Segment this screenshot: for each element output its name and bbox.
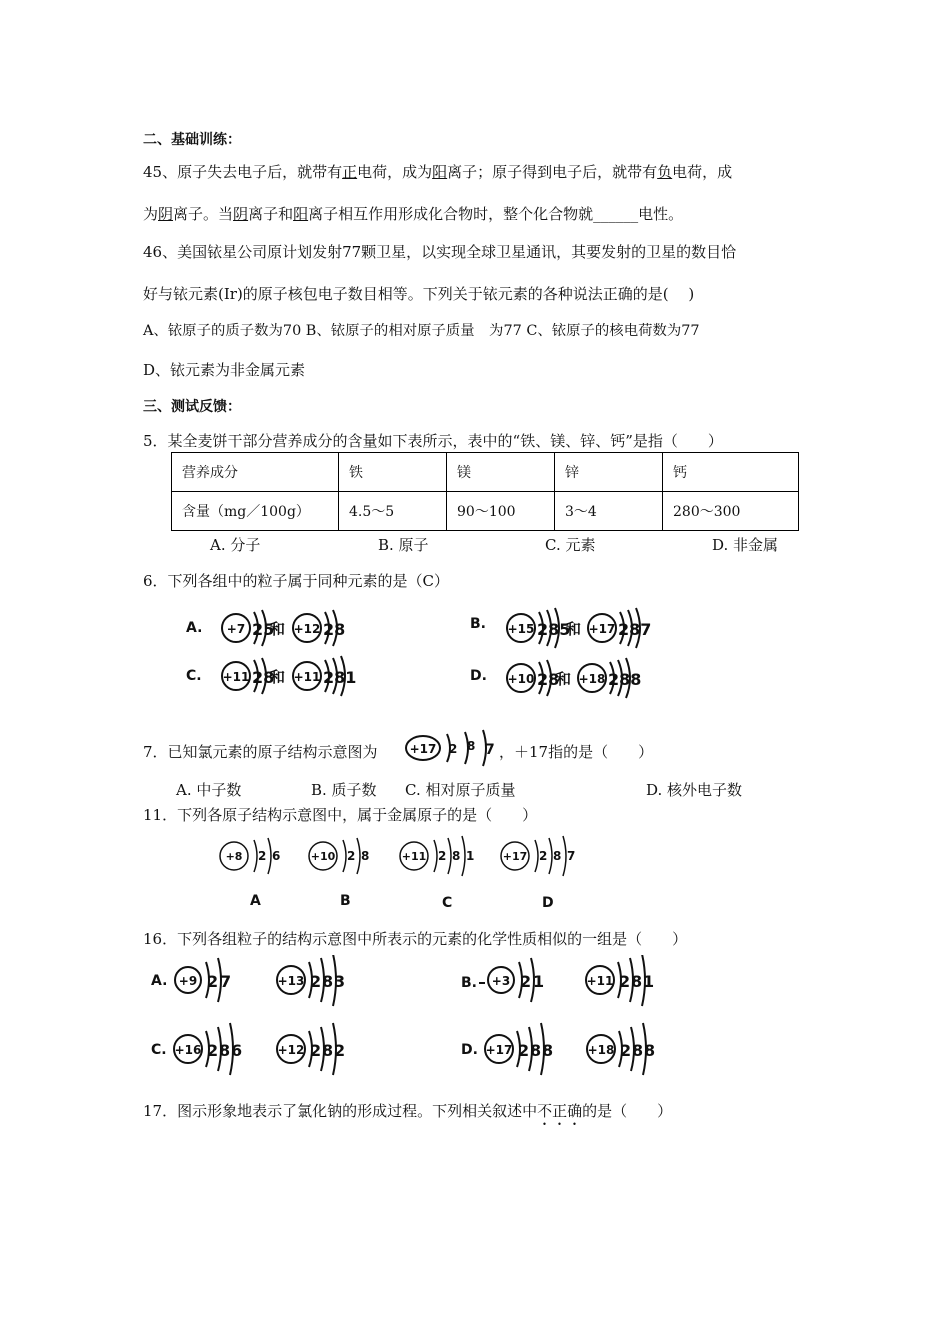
shell-electrons: 2 — [518, 1041, 530, 1060]
shell-electrons: 1 — [533, 972, 545, 991]
and-text: 和 — [270, 668, 286, 686]
nucleus-charge: +11 — [222, 670, 250, 684]
shell-electrons: 7 — [485, 742, 495, 758]
shell-electrons: 6 — [272, 849, 281, 863]
nucleus-charge: +10 — [310, 850, 336, 863]
shell-electrons: 8 — [530, 1041, 542, 1060]
atom-diagram — [400, 836, 474, 876]
atom-diagram — [485, 1023, 553, 1075]
q7-option-a: A. 中子数 — [176, 781, 242, 799]
q45-underlined-word: 阴 — [233, 205, 249, 223]
nucleus-charge: +16 — [174, 1043, 202, 1057]
q16-option-label: B. — [461, 975, 477, 991]
and-text: 和 — [270, 620, 286, 638]
table-row — [172, 492, 799, 531]
nucleus-charge: +17 — [502, 850, 528, 863]
q45-text: 离子和 — [248, 205, 294, 223]
question-5-stem: 5．某全麦饼干部分营养成分的含量如下表所示，表中的“铁、镁、锌、钙”是指（ ） — [143, 432, 723, 450]
nucleus-charge: +8 — [225, 850, 243, 863]
nucleus-charge: +10 — [507, 672, 535, 686]
q16-atom-diagrams — [145, 955, 705, 1090]
atom-diagram — [174, 1023, 242, 1075]
shell-electrons: 7 — [220, 972, 232, 991]
q5-option-d: D. 非金属 — [712, 536, 779, 554]
chlorine-atom-diagram — [403, 726, 499, 772]
shell-electrons: 2 — [207, 972, 219, 991]
nucleus-charge: +7 — [226, 622, 246, 636]
shell-electrons: 1 — [466, 849, 475, 863]
shell-electrons: 8 — [452, 849, 461, 863]
shell-electrons: 2 — [310, 1041, 322, 1060]
shell-electrons: 8 — [322, 972, 334, 991]
question-46-line-2: 好与铱元素(Ir)的原子核包电子数目相等。下列关于铱元素的各种说法正确的是( ) — [143, 285, 695, 303]
nucleus-charge: +18 — [578, 672, 606, 686]
atom-diagram — [293, 656, 356, 696]
q45-text: 离子。当 — [173, 205, 234, 223]
q5-option-c: C. 元素 — [545, 536, 596, 554]
shell-electrons: 8 — [467, 739, 476, 753]
q45-underlined-word: 负 — [657, 163, 673, 181]
q45-text: 电荷，成 — [672, 163, 733, 181]
question-46-line-1: 46、美国铱星公司原计划发射77颗卫星，以实现全球卫星通讯，其要发射的卫星的数目恰 — [143, 243, 737, 261]
table-header-cell: 镁 — [447, 453, 555, 492]
atom-diagram — [277, 1023, 345, 1075]
shell-electrons: 1 — [643, 972, 655, 991]
shell-electrons: 8 — [361, 849, 370, 863]
shell-electrons: 2 — [258, 849, 267, 863]
q45-text: 为 — [143, 205, 159, 223]
section-heading-basic-training: 二、基础训练： — [143, 132, 241, 148]
atom-diagram — [488, 958, 544, 1002]
q6-option-label: B. — [470, 616, 486, 632]
q45-underlined-word: 阳 — [432, 163, 448, 181]
question-7-stem-b: ，＋17指的是（ ） — [499, 743, 654, 761]
atom-diagram — [507, 660, 559, 696]
table-header-cell: 营养成分 — [172, 453, 339, 492]
atom-diagram — [578, 658, 641, 698]
q17-emphasized-word: 不正确 — [537, 1102, 583, 1120]
q7-option-c: C. 相对原子质量 — [405, 781, 516, 799]
q5-option-a: A. 分子 — [210, 536, 261, 554]
shell-electrons: 8 — [632, 1041, 644, 1060]
atom-label: D — [542, 895, 554, 911]
atom-diagram — [175, 958, 231, 1002]
atom-diagram — [501, 836, 575, 876]
question-6-stem: 6．下列各组中的粒子属于同种元素的是（C） — [143, 572, 450, 590]
q45-underlined-word: 阴 — [158, 205, 174, 223]
q45-underlined-word: 阳 — [293, 205, 309, 223]
q7-option-b: B. 质子数 — [311, 781, 377, 799]
shell-electrons: 25 — [252, 620, 275, 639]
question-11-stem: 11．下列各原子结构示意图中，属于金属原子的是（ ） — [143, 806, 538, 824]
nucleus-charge: +12 — [277, 1043, 305, 1057]
shell-electrons: 2 — [207, 1041, 219, 1060]
q17-text: 17．图示形象地表示了氯化钠的形成过程。下列相关叙述中 — [143, 1102, 538, 1120]
question-45-line-1 — [143, 161, 732, 182]
shell-electrons: 28 — [252, 668, 275, 687]
q45-text: 离子相互作用形成化合物时，整个化合物就______电性。 — [308, 205, 684, 223]
shell-electrons: 8 — [644, 1041, 656, 1060]
q45-text: 离子；原子得到电子后，就带有 — [447, 163, 658, 181]
shell-electrons: 287 — [618, 620, 652, 639]
nucleus-charge: +17 — [409, 742, 437, 756]
nucleus-charge: +9 — [178, 974, 198, 988]
shell-electrons: 7 — [567, 849, 576, 863]
shell-electrons: 6 — [231, 1041, 243, 1060]
and-text: 和 — [566, 620, 582, 638]
q16-option-label: C. — [151, 1042, 167, 1058]
nucleus-charge: +13 — [277, 974, 305, 988]
q7-option-d: D. 核外电子数 — [646, 781, 743, 799]
atom-diagram — [220, 838, 280, 874]
atom-diagram — [587, 1023, 655, 1075]
section-heading-test-feedback: 三、测试反馈： — [143, 399, 241, 415]
table-row — [172, 453, 799, 492]
nucleus-charge: +12 — [293, 622, 321, 636]
shell-electrons: 28 — [537, 670, 560, 689]
nucleus-charge: +11 — [401, 850, 427, 863]
shell-electrons: 281 — [323, 668, 357, 687]
atom-diagram — [507, 608, 570, 648]
atom-diagram — [222, 658, 274, 694]
nutrition-table — [171, 452, 799, 531]
atom-diagram — [277, 955, 345, 1006]
nucleus-charge: +15 — [507, 622, 535, 636]
and-text: 和 — [556, 670, 572, 688]
q6-option-label: D. — [470, 668, 487, 684]
shell-electrons: 2 — [334, 1041, 346, 1060]
shell-electrons: 288 — [608, 670, 642, 689]
shell-electrons: 8 — [542, 1041, 554, 1060]
nucleus-charge: +18 — [587, 1043, 615, 1057]
atom-diagram — [293, 610, 345, 646]
shell-electrons: 2 — [539, 849, 548, 863]
q16-option-label: D. — [461, 1042, 478, 1058]
question-45-line-2 — [143, 203, 683, 224]
shell-electrons: 2 — [619, 972, 631, 991]
q11-atom-diagrams — [212, 826, 592, 916]
q45-text: 电荷，成为 — [357, 163, 433, 181]
table-header-cell: 铁 — [339, 453, 447, 492]
nucleus-charge: +11 — [293, 670, 321, 684]
q6-option-label: C. — [186, 668, 202, 684]
question-7-stem-a: 7．已知氯元素的原子结构示意图为 — [143, 743, 378, 761]
atom-diagram — [588, 608, 651, 648]
atom-label: C — [442, 895, 453, 911]
table-cell: 4.5～5 — [339, 492, 447, 531]
atom-diagram — [586, 955, 654, 1006]
nucleus-charge: +17 — [485, 1043, 513, 1057]
nucleus-charge: +3 — [491, 974, 511, 988]
shell-electrons: 2 — [438, 849, 447, 863]
shell-electrons: 28 — [323, 620, 346, 639]
q45-text: 45、原子失去电子后，就带有 — [143, 163, 343, 181]
shell-electrons: 8 — [553, 849, 562, 863]
table-cell: 3～4 — [555, 492, 663, 531]
table-cell: 90～100 — [447, 492, 555, 531]
shell-electrons: 8 — [631, 972, 643, 991]
shell-electrons: 2 — [347, 849, 356, 863]
atom-label: B — [340, 893, 351, 909]
shell-electrons: 8 — [219, 1041, 231, 1060]
question-46-option-d: D、铱元素为非金属元素 — [143, 361, 306, 379]
shell-electrons: 285 — [537, 620, 571, 639]
q6-option-label: A. — [186, 620, 203, 636]
table-header-cell: 钙 — [663, 453, 799, 492]
q5-option-b: B. 原子 — [378, 536, 429, 554]
nucleus-charge: +11 — [586, 974, 614, 988]
atom-diagram — [309, 838, 369, 874]
q45-underlined-word: 正 — [342, 163, 358, 181]
shell-electrons: 2 — [449, 742, 458, 756]
question-16-stem: 16．下列各组粒子的结构示意图中所表示的元素的化学性质相似的一组是（ ） — [143, 930, 688, 948]
shell-electrons: 2 — [620, 1041, 632, 1060]
shell-electrons: 2 — [310, 972, 322, 991]
q6-atom-diagrams — [180, 600, 660, 700]
q16-option-label: A. — [151, 973, 168, 989]
table-cell: 280～300 — [663, 492, 799, 531]
shell-electrons: 8 — [322, 1041, 334, 1060]
q17-text: 的是（ ） — [582, 1102, 673, 1120]
shell-electrons: 2 — [520, 972, 532, 991]
question-46-options-abc: A、铱原子的质子数为70 B、铱原子的相对原子质量 为77 C、铱原子的核电荷数为77 — [143, 323, 700, 339]
table-header-cell: 锌 — [555, 453, 663, 492]
question-17-stem — [143, 1100, 672, 1129]
table-cell: 含量（mg／100g） — [172, 492, 339, 531]
nucleus-charge: +17 — [588, 622, 616, 636]
shell-electrons: 3 — [334, 972, 346, 991]
atom-label: A — [250, 893, 261, 909]
atom-diagram — [222, 610, 274, 646]
